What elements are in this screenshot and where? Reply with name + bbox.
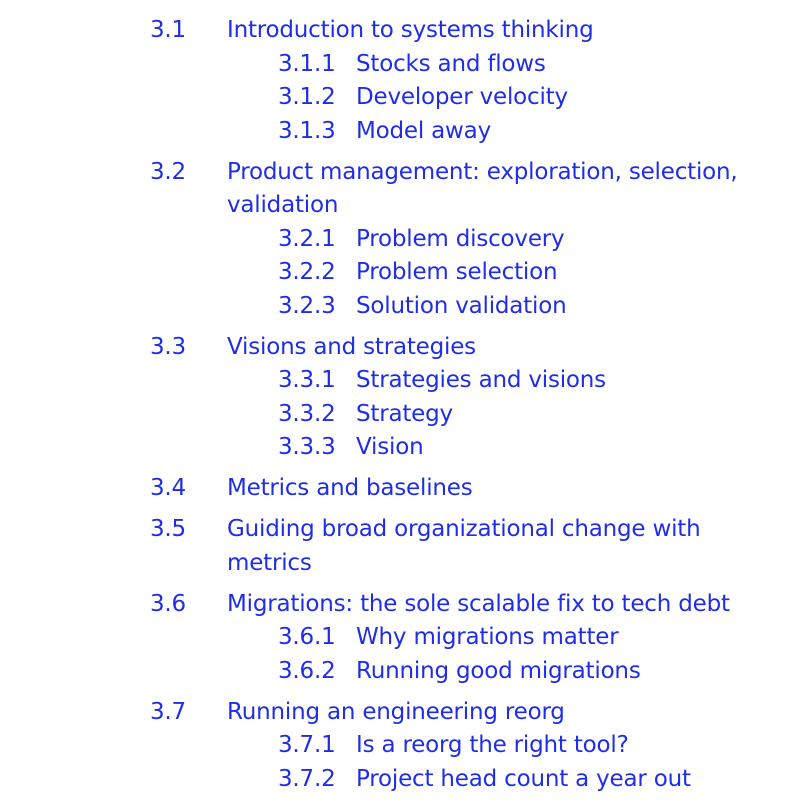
section-title: Guiding broad organizational change with metrics	[227, 516, 701, 576]
subsection-number: 3.7.1	[278, 732, 336, 758]
section-number: 3.6	[150, 590, 186, 617]
toc-subsection-link[interactable]	[0, 115, 800, 149]
subsection-number: 3.3.1	[278, 367, 336, 393]
subsection-title: Strategy	[356, 400, 453, 427]
subsection-title: Vision	[356, 434, 424, 460]
section-number: 3.5	[150, 516, 186, 542]
toc-section-link[interactable]	[0, 14, 800, 48]
toc-subsection-link[interactable]	[0, 81, 800, 115]
subsection-title: Project head count a year out	[356, 765, 691, 792]
section-title: Migrations: the sole scalable fix to tech debt	[227, 590, 730, 617]
subsection-title: Is a reorg the right tool?	[356, 732, 629, 758]
subsection-number: 3.2.2	[278, 259, 336, 285]
subsection-title: Why migrations matter	[356, 624, 619, 650]
toc-section	[0, 156, 800, 324]
toc-section-link[interactable]	[0, 472, 800, 506]
section-title: Running an engineering reorg	[227, 698, 565, 725]
toc-section	[0, 588, 800, 689]
toc-section	[0, 14, 800, 148]
table-of-contents	[0, 14, 800, 804]
subsection-number: 3.1.3	[278, 117, 336, 144]
toc-section-link[interactable]	[0, 156, 800, 223]
subsection-title: Problem selection	[356, 259, 558, 285]
section-title: Product management: exploration, selection, validation	[227, 158, 738, 218]
section-number: 3.7	[150, 698, 186, 725]
subsection-title: Stocks and flows	[356, 50, 546, 77]
toc-section	[0, 472, 800, 506]
subsection-number: 3.3.2	[278, 400, 336, 427]
section-title: Visions and strategies	[227, 333, 476, 360]
subsection-number: 3.6.2	[278, 657, 336, 684]
toc-subsection-link[interactable]	[0, 48, 800, 82]
subsection-title: Model away	[356, 117, 491, 144]
toc-subsection-link[interactable]	[0, 223, 800, 257]
toc-section	[0, 331, 800, 465]
toc-subsection-link[interactable]	[0, 763, 800, 797]
toc-subsection-link[interactable]	[0, 256, 800, 290]
toc-section-link[interactable]	[0, 331, 800, 365]
subsection-title: Running good migrations	[356, 657, 641, 684]
toc-section	[0, 696, 800, 797]
toc-subsection-link[interactable]	[0, 621, 800, 655]
section-number: 3.4	[150, 475, 186, 501]
subsection-number: 3.1.1	[278, 50, 336, 77]
section-number: 3.3	[150, 333, 186, 360]
subsection-title: Solution validation	[356, 292, 567, 319]
section-number: 3.1	[150, 17, 186, 43]
subsection-number: 3.2.1	[278, 225, 336, 252]
subsection-number: 3.3.3	[278, 434, 336, 460]
toc-section-link[interactable]	[0, 696, 800, 730]
toc-section-link[interactable]	[0, 513, 800, 580]
section-title: Introduction to systems thinking	[227, 17, 594, 43]
toc-section-link[interactable]	[0, 588, 800, 622]
toc-subsection-link[interactable]	[0, 431, 800, 465]
subsection-title: Strategies and visions	[356, 367, 606, 393]
toc-subsection-link[interactable]	[0, 364, 800, 398]
subsection-number: 3.1.2	[278, 84, 336, 110]
subsection-number: 3.2.3	[278, 292, 336, 319]
subsection-title: Problem discovery	[356, 225, 565, 252]
subsection-number: 3.6.1	[278, 624, 336, 650]
toc-subsection-link[interactable]	[0, 655, 800, 689]
subsection-number: 3.7.2	[278, 765, 336, 792]
toc-subsection-link[interactable]	[0, 398, 800, 432]
toc-subsection-link[interactable]	[0, 290, 800, 324]
section-title: Metrics and baselines	[227, 475, 473, 501]
section-number: 3.2	[150, 158, 186, 185]
subsection-title: Developer velocity	[356, 84, 568, 110]
toc-section	[0, 513, 800, 580]
toc-subsection-link[interactable]	[0, 729, 800, 763]
